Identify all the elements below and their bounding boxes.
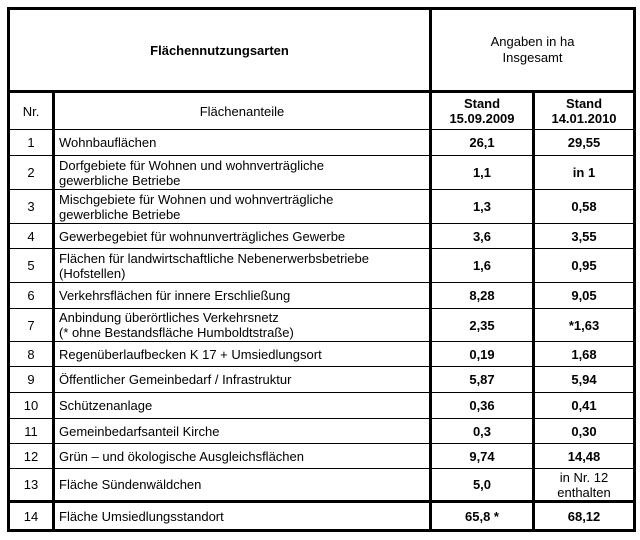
row-value-2010-line2: enthalten	[557, 484, 611, 500]
subheader-anteile: Flächenanteile	[54, 92, 431, 130]
row-value-2009: 3,6	[431, 224, 534, 249]
table-row	[9, 444, 635, 469]
table-row	[9, 393, 635, 419]
subheader-stand-2010	[534, 92, 635, 130]
row-label: Fläche Sündenwäldchen	[54, 469, 431, 502]
table-row	[9, 249, 635, 283]
row-nr: 2	[9, 156, 54, 190]
row-label: Wohnbauflächen	[54, 130, 431, 156]
header-units-line1: Angaben in ha	[490, 34, 575, 49]
stand-2010-date: 14.01.2010	[551, 111, 617, 126]
row-label-line2: (* ohne Bestandsfläche Humboldtstraße)	[59, 325, 294, 340]
row-value-2010: 3,55	[534, 224, 635, 249]
table-row	[9, 342, 635, 367]
subheader-nr: Nr.	[9, 92, 54, 130]
row-value-2010	[534, 469, 635, 502]
row-value-2009: 2,35	[431, 309, 534, 342]
row-nr: 12	[9, 444, 54, 469]
land-use-table	[7, 7, 636, 532]
row-value-2010: 0,30	[534, 419, 635, 444]
row-value-2010: 0,58	[534, 190, 635, 224]
stand-2009-label: Stand	[463, 96, 501, 111]
table-row	[9, 130, 635, 156]
stand-2009-date: 15.09.2009	[449, 111, 515, 126]
total-value-2010: 68,12	[534, 502, 635, 531]
row-label-line2: (Hofstellen)	[59, 265, 126, 281]
row-nr: 9	[9, 367, 54, 393]
area-table-frame	[7, 7, 633, 533]
row-nr: 7	[9, 309, 54, 342]
total-row	[9, 502, 635, 531]
row-value-2009: 26,1	[431, 130, 534, 156]
subheader-row	[9, 92, 635, 130]
row-label	[54, 156, 431, 190]
row-value-2009: 0,3	[431, 419, 534, 444]
stand-2010-label: Stand	[565, 96, 603, 111]
header-units	[431, 9, 635, 92]
table-row	[9, 367, 635, 393]
row-value-2009: 5,87	[431, 367, 534, 393]
row-value-2010: 0,95	[534, 249, 635, 283]
row-label-line1: Dorfgebiete für Wohnen und wohnverträgliche	[59, 157, 324, 173]
row-nr: 13	[9, 469, 54, 502]
row-nr: 6	[9, 283, 54, 309]
table-row	[9, 190, 635, 224]
row-value-2010: 29,55	[534, 130, 635, 156]
row-value-2009: 1,6	[431, 249, 534, 283]
row-label-line2: gewerbliche Betriebe	[59, 172, 181, 188]
row-label	[54, 190, 431, 224]
row-value-2009: 0,36	[431, 393, 534, 419]
table-row	[9, 283, 635, 309]
row-value-2010: in 1	[534, 156, 635, 190]
row-value-2010: 0,41	[534, 393, 635, 419]
row-label: Gemeinbedarfsanteil Kirche	[54, 419, 431, 444]
row-label: Schützenanlage	[54, 393, 431, 419]
table-row	[9, 309, 635, 342]
row-label: Verkehrsflächen für innere Erschließung	[54, 283, 431, 309]
header-title: Flächennutzungsarten	[9, 9, 431, 92]
row-label-line2: gewerbliche Betriebe	[59, 206, 181, 222]
row-value-2009: 9,74	[431, 444, 534, 469]
total-nr: 14	[9, 502, 54, 531]
row-nr: 4	[9, 224, 54, 249]
row-label-line1: Mischgebiete für Wohnen und wohnverträgliche	[59, 191, 334, 207]
row-label-line1: Flächen für landwirtschaftliche Nebenerwerbsbetriebe	[59, 250, 369, 266]
row-label: Öffentlicher Gemeinbedarf / Infrastruktur	[54, 367, 431, 393]
table-row	[9, 156, 635, 190]
row-value-2009: 1,3	[431, 190, 534, 224]
row-nr: 5	[9, 249, 54, 283]
row-label-line1: Anbindung überörtliches Verkehrsnetz	[59, 310, 279, 325]
row-nr: 8	[9, 342, 54, 367]
subheader-stand-2009	[431, 92, 534, 130]
row-nr: 3	[9, 190, 54, 224]
row-label: Regenüberlaufbecken K 17 + Umsiedlungsort	[54, 342, 431, 367]
row-label	[54, 249, 431, 283]
row-value-2010: 9,05	[534, 283, 635, 309]
table-row	[9, 419, 635, 444]
row-value-2010: 14,48	[534, 444, 635, 469]
row-value-2009: 0,19	[431, 342, 534, 367]
row-nr: 10	[9, 393, 54, 419]
row-nr: 1	[9, 130, 54, 156]
row-value-2010-line1: in Nr. 12	[559, 469, 609, 485]
row-nr: 11	[9, 419, 54, 444]
row-label: Grün – und ökologische Ausgleichsflächen	[54, 444, 431, 469]
row-value-2009: 5,0	[431, 469, 534, 502]
row-value-2009: 8,28	[431, 283, 534, 309]
row-value-2010: 1,68	[534, 342, 635, 367]
header-units-line2: Insgesamt	[502, 50, 563, 65]
table-header-row	[9, 9, 635, 92]
table-row	[9, 224, 635, 249]
row-value-2009: 1,1	[431, 156, 534, 190]
total-label: Fläche Umsiedlungsstandort	[54, 502, 431, 531]
row-value-2010: 5,94	[534, 367, 635, 393]
total-value-2009: 65,8 *	[431, 502, 534, 531]
row-label	[54, 309, 431, 342]
row-value-2010: *1,63	[534, 309, 635, 342]
table-row	[9, 469, 635, 502]
row-label: Gewerbegebiet für wohnunverträgliches Gewerbe	[54, 224, 431, 249]
